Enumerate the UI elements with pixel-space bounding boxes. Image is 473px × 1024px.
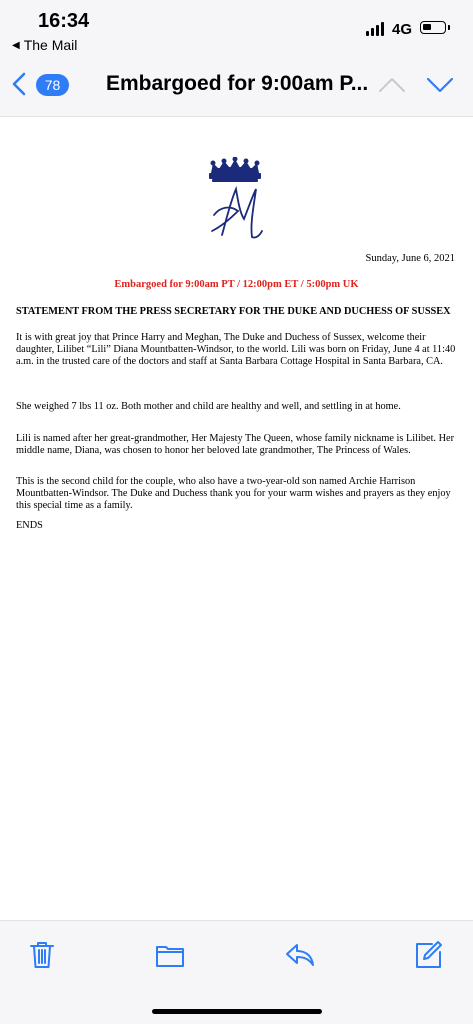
folder-icon[interactable] [154,939,186,971]
message-nav-bar [0,62,473,108]
chevron-up-icon[interactable] [378,76,406,94]
battery-icon [420,21,446,34]
unread-count-badge[interactable]: 78 [36,74,69,96]
embargo-notice: Embargoed for 9:00am PT / 12:00pm ET / 5:00pm UK [114,279,359,290]
body-paragraph: Lili is named after her great-grandmother, Her Majesty The Queen, whose family nickname is Lilibet. Her middle name, Diana, was chosen to honor her beloved late grandmother, The Princess of Wales. [16,433,455,457]
message-subject-title: Embargoed for 9:00am P... [106,72,369,95]
body-paragraph: She weighed 7 lbs 11 oz. Both mother and child are healthy and well, and settling in at home. [16,401,401,412]
chevron-left-icon[interactable] [10,72,28,96]
sussex-monogram-logo [200,157,270,245]
body-paragraph: This is the second child for the couple, who also have a two-year-old son named Archie Harrison Mountbatten-Windsor. The Duke and Duchess thank you for your warm wishes and prayers as they enjoy this special time as a family. [16,476,451,512]
ends-marker: ENDS [16,520,43,531]
message-body [0,117,473,920]
reply-icon[interactable] [284,939,316,971]
back-to-app-link[interactable] [12,37,77,53]
back-triangle-icon: ◀ [12,39,20,51]
status-bar [0,0,473,60]
back-app-label: The Mail [23,37,78,53]
body-paragraph: It is with great joy that Prince Harry and Meghan, The Duke and Duchess of Sussex, welcome their daughter, Lilibet “Lili” Diana Mountbatten-Windsor, to the world. Lili was born on Friday, June 4 at 11:40 a.m. in the trusted care of the doctors and staff at Santa Barbara Cottage Hospital in Santa Barbara, CA. [16,332,456,368]
home-indicator[interactable] [152,1009,322,1014]
network-type: 4G [392,21,413,38]
compose-icon[interactable] [412,939,444,971]
message-date: Sunday, June 6, 2021 [365,253,455,264]
trash-icon[interactable] [26,939,58,971]
signal-strength-icon [366,22,384,36]
status-time: 16:34 [38,10,90,32]
statement-heading: STATEMENT FROM THE PRESS SECRETARY FOR THE DUKE AND DUCHESS OF SUSSEX [16,306,451,317]
chevron-down-icon[interactable] [426,76,454,94]
